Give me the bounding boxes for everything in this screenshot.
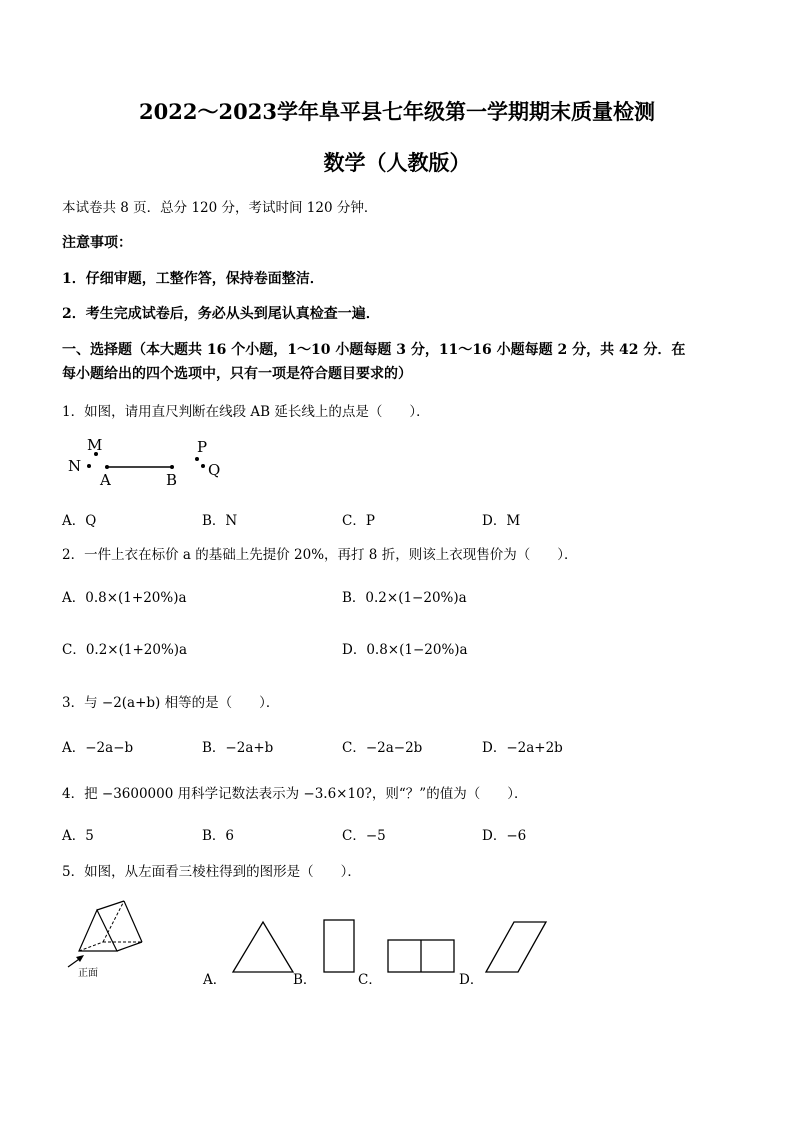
label-a: A bbox=[100, 471, 111, 489]
question-4-stem: 4．把 −3600000 用科学记数法表示为 −3.6×10?，则“？”的值为（ ）． bbox=[62, 786, 528, 802]
question-3-option-d: D．−2a+2b bbox=[482, 740, 563, 756]
question-4-option-c: C．−5 bbox=[342, 828, 386, 844]
question-1-stem: 1．如图，请用直尺判断在线段 AB 延长线上的点是（ ）． bbox=[62, 404, 430, 420]
notes-heading: 注意事项： bbox=[62, 235, 132, 251]
question-4-option-d: D．−6 bbox=[482, 828, 527, 844]
question-1-option-a: A．Q bbox=[62, 513, 97, 529]
question-5-option-a-label: A． bbox=[203, 972, 227, 988]
question-5-option-a-triangle bbox=[230, 920, 296, 976]
question-5-option-d-parallelogram bbox=[484, 920, 550, 976]
section-heading-line1: 一、选择题（本大题共 16 个小题，1～10 小题每题 3 分，11～16 小题每题 2 分，共 42 分．在 bbox=[62, 342, 686, 358]
label-b: B bbox=[166, 471, 178, 489]
note-item-1: 1．仔细审题，工整作答，保持卷面整洁． bbox=[62, 271, 324, 287]
question-5-option-c-two-squares bbox=[386, 938, 458, 976]
point-b bbox=[170, 465, 174, 469]
point-a bbox=[105, 465, 109, 469]
point-q bbox=[201, 464, 205, 468]
question-3-option-c: C．−2a−2b bbox=[342, 740, 423, 756]
note-item-2: 2．考生完成试卷后，务必从头到尾认真检查一遍． bbox=[62, 306, 380, 322]
question-3-stem: 3．与 −2(a+b) 相等的是（ ）． bbox=[62, 695, 280, 711]
intro-text: 本试卷共 8 页．总分 120 分，考试时间 120 分钟． bbox=[62, 200, 378, 216]
page-subtitle: 数学（人教版） bbox=[323, 150, 471, 175]
question-5-stem: 5．如图，从左面看三棱柱得到的图形是（ ）． bbox=[62, 864, 361, 880]
page-title: 2022～2023学年阜平县七年级第一学期期末质量检测 bbox=[139, 99, 655, 124]
prism-figure bbox=[62, 900, 162, 985]
label-p: P bbox=[197, 438, 208, 456]
label-n: N bbox=[68, 457, 82, 475]
question-2-stem: 2．一件上衣在标价 a 的基础上先提价 20%，再打 8 折，则该上衣现售价为（ ）． bbox=[62, 547, 578, 563]
point-n bbox=[87, 464, 91, 468]
question-5-option-c-label: C． bbox=[358, 972, 382, 988]
point-p bbox=[195, 457, 199, 461]
label-m: M bbox=[87, 436, 103, 454]
question-1-figure bbox=[60, 432, 240, 492]
question-5-option-d-label: D． bbox=[459, 972, 484, 988]
question-5-option-b-label: B． bbox=[293, 972, 317, 988]
question-3-option-a: A．−2a−b bbox=[62, 740, 134, 756]
section-heading-line2: 每小题给出的四个选项中，只有一项是符合题目要求的） bbox=[62, 366, 412, 382]
prism-front-face bbox=[79, 910, 117, 951]
question-1-option-c: C．P bbox=[342, 513, 375, 529]
question-2-option-d: D．0.8×(1−20%)a bbox=[342, 642, 468, 658]
question-1-option-b: B．N bbox=[202, 513, 238, 529]
question-5-option-b-rectangle bbox=[322, 918, 358, 976]
question-4-option-a: A．5 bbox=[62, 828, 94, 844]
question-3-option-b: B．−2a+b bbox=[202, 740, 274, 756]
question-2-option-b: B．0.2×(1−20%)a bbox=[342, 590, 467, 606]
question-4-option-b: B．6 bbox=[202, 828, 235, 844]
label-q: Q bbox=[208, 461, 221, 479]
question-2-option-a: A．0.8×(1+20%)a bbox=[62, 590, 187, 606]
question-2-option-c: C．0.2×(1+20%)a bbox=[62, 642, 188, 658]
front-label: 正面 bbox=[78, 968, 98, 979]
question-1-option-d: D．M bbox=[482, 513, 521, 529]
